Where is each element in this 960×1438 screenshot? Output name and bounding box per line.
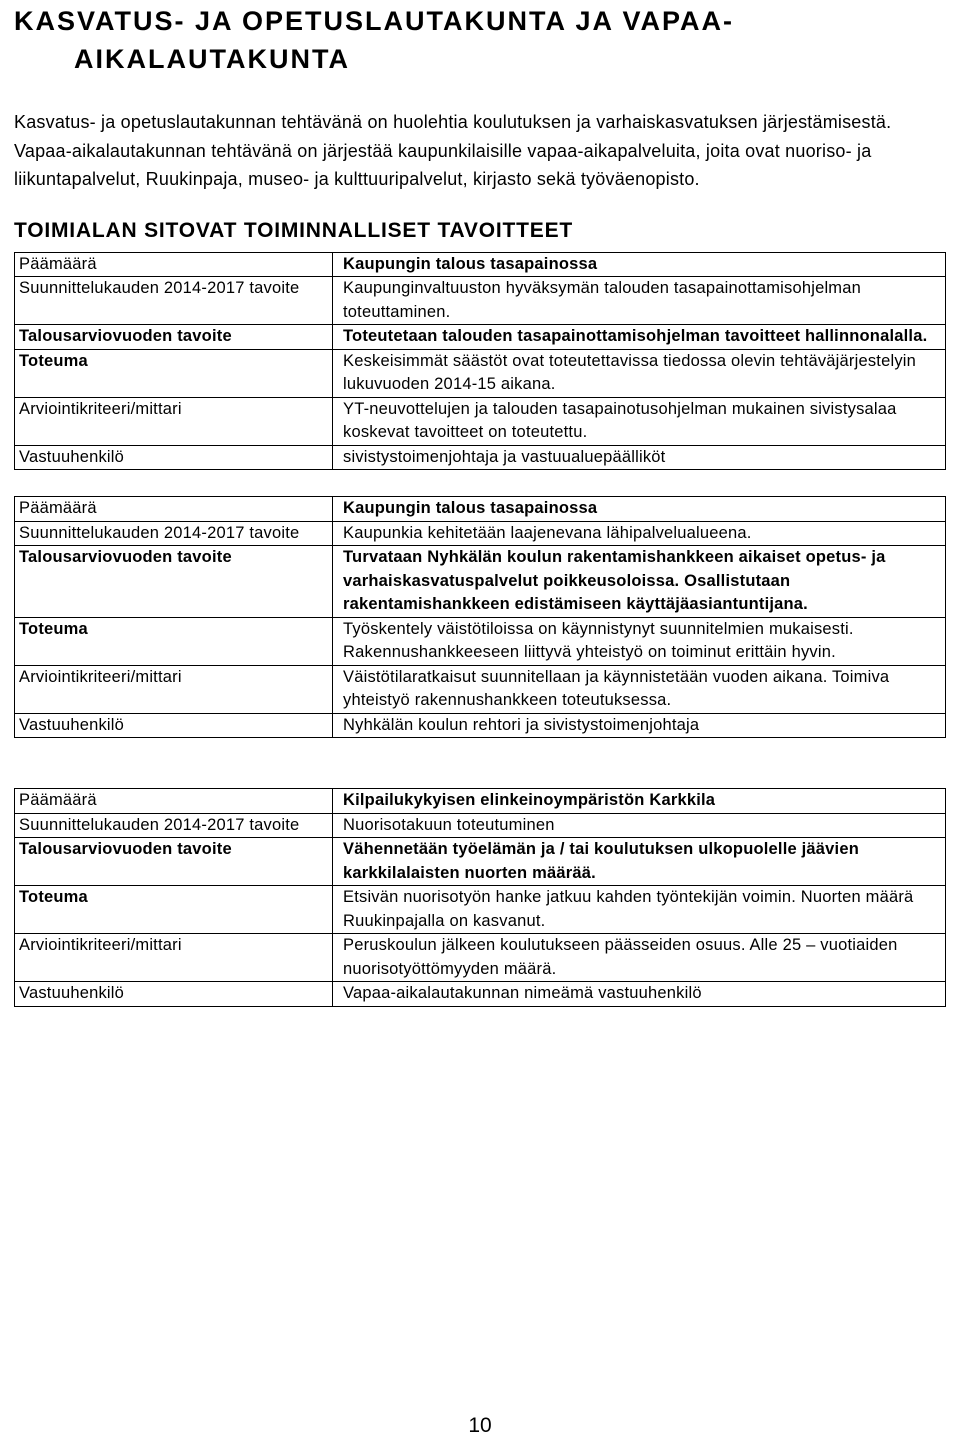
table-row xyxy=(15,886,946,934)
row-value-arviointikriteeri: YT-neuvottelujen ja talouden tasapainotusohjelman mukainen sivistysalaa koskevat tavoitteet on toteutettu. xyxy=(333,397,946,445)
row-label-suunnittelukausi: Suunnittelukauden 2014-2017 tavoite xyxy=(15,277,333,325)
row-value-talousarviovuosi: Toteutetaan talouden tasapainottamisohjelman tavoitteet hallinnonalalla. xyxy=(333,325,946,350)
table-row xyxy=(15,789,946,814)
row-value-arviointikriteeri: Väistötilaratkaisut suunnitellaan ja käynnistetään vuoden aikana. Toimiva yhteistyö rakennushankkeen toteutuksessa. xyxy=(333,665,946,713)
row-value-arviointikriteeri: Peruskoulun jälkeen koulutukseen päässeiden osuus. Alle 25 – vuotiaiden nuorisotyöttömyyden määrä. xyxy=(333,934,946,982)
row-label-talousarviovuosi: Talousarviovuoden tavoite xyxy=(15,325,333,350)
row-label-toteuma: Toteuma xyxy=(15,349,333,397)
row-value-suunnittelukausi: Nuorisotakuun toteutuminen xyxy=(333,813,946,838)
row-label-talousarviovuosi: Talousarviovuoden tavoite xyxy=(15,546,333,618)
table-row xyxy=(15,838,946,886)
table-row xyxy=(15,934,946,982)
table-row xyxy=(15,277,946,325)
row-value-suunnittelukausi: Kaupunkia kehitetään laajenevana lähipalvelualueena. xyxy=(333,521,946,546)
row-label-suunnittelukausi: Suunnittelukauden 2014-2017 tavoite xyxy=(15,813,333,838)
row-value-vastuuhenkilo: Vapaa-aikalautakunnan nimeämä vastuuhenkilö xyxy=(333,982,946,1007)
row-label-vastuuhenkilo: Vastuuhenkilö xyxy=(15,982,333,1007)
row-label-arviointikriteeri: Arviointikriteeri/mittari xyxy=(15,665,333,713)
table-row xyxy=(15,665,946,713)
row-label-vastuuhenkilo: Vastuuhenkilö xyxy=(15,713,333,738)
main-heading xyxy=(14,0,950,78)
section-title: TOIMIALAN SITOVAT TOIMINNALLISET TAVOITTEET xyxy=(14,218,573,242)
main-heading-line2: AIKALAUTAKUNTA xyxy=(74,44,350,74)
row-label-talousarviovuosi: Talousarviovuoden tavoite xyxy=(15,838,333,886)
row-value-vastuuhenkilo: Nyhkälän koulun rehtori ja sivistystoimenjohtaja xyxy=(333,713,946,738)
goal-table-3 xyxy=(14,788,946,1007)
table-row xyxy=(15,546,946,618)
intro-paragraph: Kasvatus- ja opetuslautakunnan tehtävänä on huolehtia koulutuksen ja varhaiskasvatuksen järjestämisestä. Vapaa-aikalautakunnan tehtävänä on järjestää kaupunkilaisille vapaa-aikapalveluita, joita ovat nuoriso- ja liikuntapalvelut, Ruukinpaja, museo- ja kulttuuripalvelut, kirjasto sekä työväenopisto. xyxy=(14,112,892,189)
row-value-toteuma: Etsivän nuorisotyön hanke jatkuu kahden työntekijän voimin. Nuorten määrä Ruukinpajalla on kasvanut. xyxy=(333,886,946,934)
table-row xyxy=(15,713,946,738)
row-label-toteuma: Toteuma xyxy=(15,617,333,665)
row-value-toteuma: Työskentely väistötiloissa on käynnistynyt suunnitelmien mukaisesti. Rakennushankkeeseen liittyvä yhteistyö on toiminut erittäin hyvin. xyxy=(333,617,946,665)
row-label-suunnittelukausi: Suunnittelukauden 2014-2017 tavoite xyxy=(15,521,333,546)
row-value-talousarviovuosi: Vähennetään työelämän ja / tai koulutuksen ulkopuolelle jäävien karkkilalaisten nuorten määrää. xyxy=(333,838,946,886)
table-row xyxy=(15,445,946,470)
page-number: 10 xyxy=(468,1414,492,1437)
document-page xyxy=(14,0,950,1007)
table-row xyxy=(15,397,946,445)
row-value-paamaara: Kaupungin talous tasapainossa xyxy=(333,252,946,277)
row-value-suunnittelukausi: Kaupunginvaltuuston hyväksymän talouden tasapainottamisohjelman toteuttaminen. xyxy=(333,277,946,325)
table-row xyxy=(15,521,946,546)
row-value-paamaara: Kilpailukykyisen elinkeinoympäristön Karkkila xyxy=(333,789,946,814)
table-row xyxy=(15,252,946,277)
row-value-vastuuhenkilo: sivistystoimenjohtaja ja vastuualuepäälliköt xyxy=(333,445,946,470)
row-value-talousarviovuosi: Turvataan Nyhkälän koulun rakentamishankkeen aikaiset opetus- ja varhaiskasvatuspalvelut poikkeusoloissa. Osallistutaan rakentamishankkeen edistämiseen käyttäjäasiantuntijana. xyxy=(333,546,946,618)
main-heading-line1: KASVATUS- JA OPETUSLAUTAKUNTA JA VAPAA- xyxy=(14,6,735,36)
row-label-arviointikriteeri: Arviointikriteeri/mittari xyxy=(15,934,333,982)
table-row xyxy=(15,349,946,397)
goal-table-2 xyxy=(14,496,946,738)
row-value-paamaara: Kaupungin talous tasapainossa xyxy=(333,497,946,522)
goal-table-1 xyxy=(14,252,946,471)
table-row xyxy=(15,813,946,838)
table-row xyxy=(15,497,946,522)
row-label-toteuma: Toteuma xyxy=(15,886,333,934)
row-value-toteuma: Keskeisimmät säästöt ovat toteutettavissa tiedossa olevin tehtäväjärjestelyin lukuvuoden 2014-15 aikana. xyxy=(333,349,946,397)
row-label-arviointikriteeri: Arviointikriteeri/mittari xyxy=(15,397,333,445)
table-row xyxy=(15,617,946,665)
row-label-vastuuhenkilo: Vastuuhenkilö xyxy=(15,445,333,470)
row-label-paamaara: Päämäärä xyxy=(15,789,333,814)
table-row xyxy=(15,325,946,350)
row-label-paamaara: Päämäärä xyxy=(15,497,333,522)
row-label-paamaara: Päämäärä xyxy=(15,252,333,277)
table-row xyxy=(15,982,946,1007)
